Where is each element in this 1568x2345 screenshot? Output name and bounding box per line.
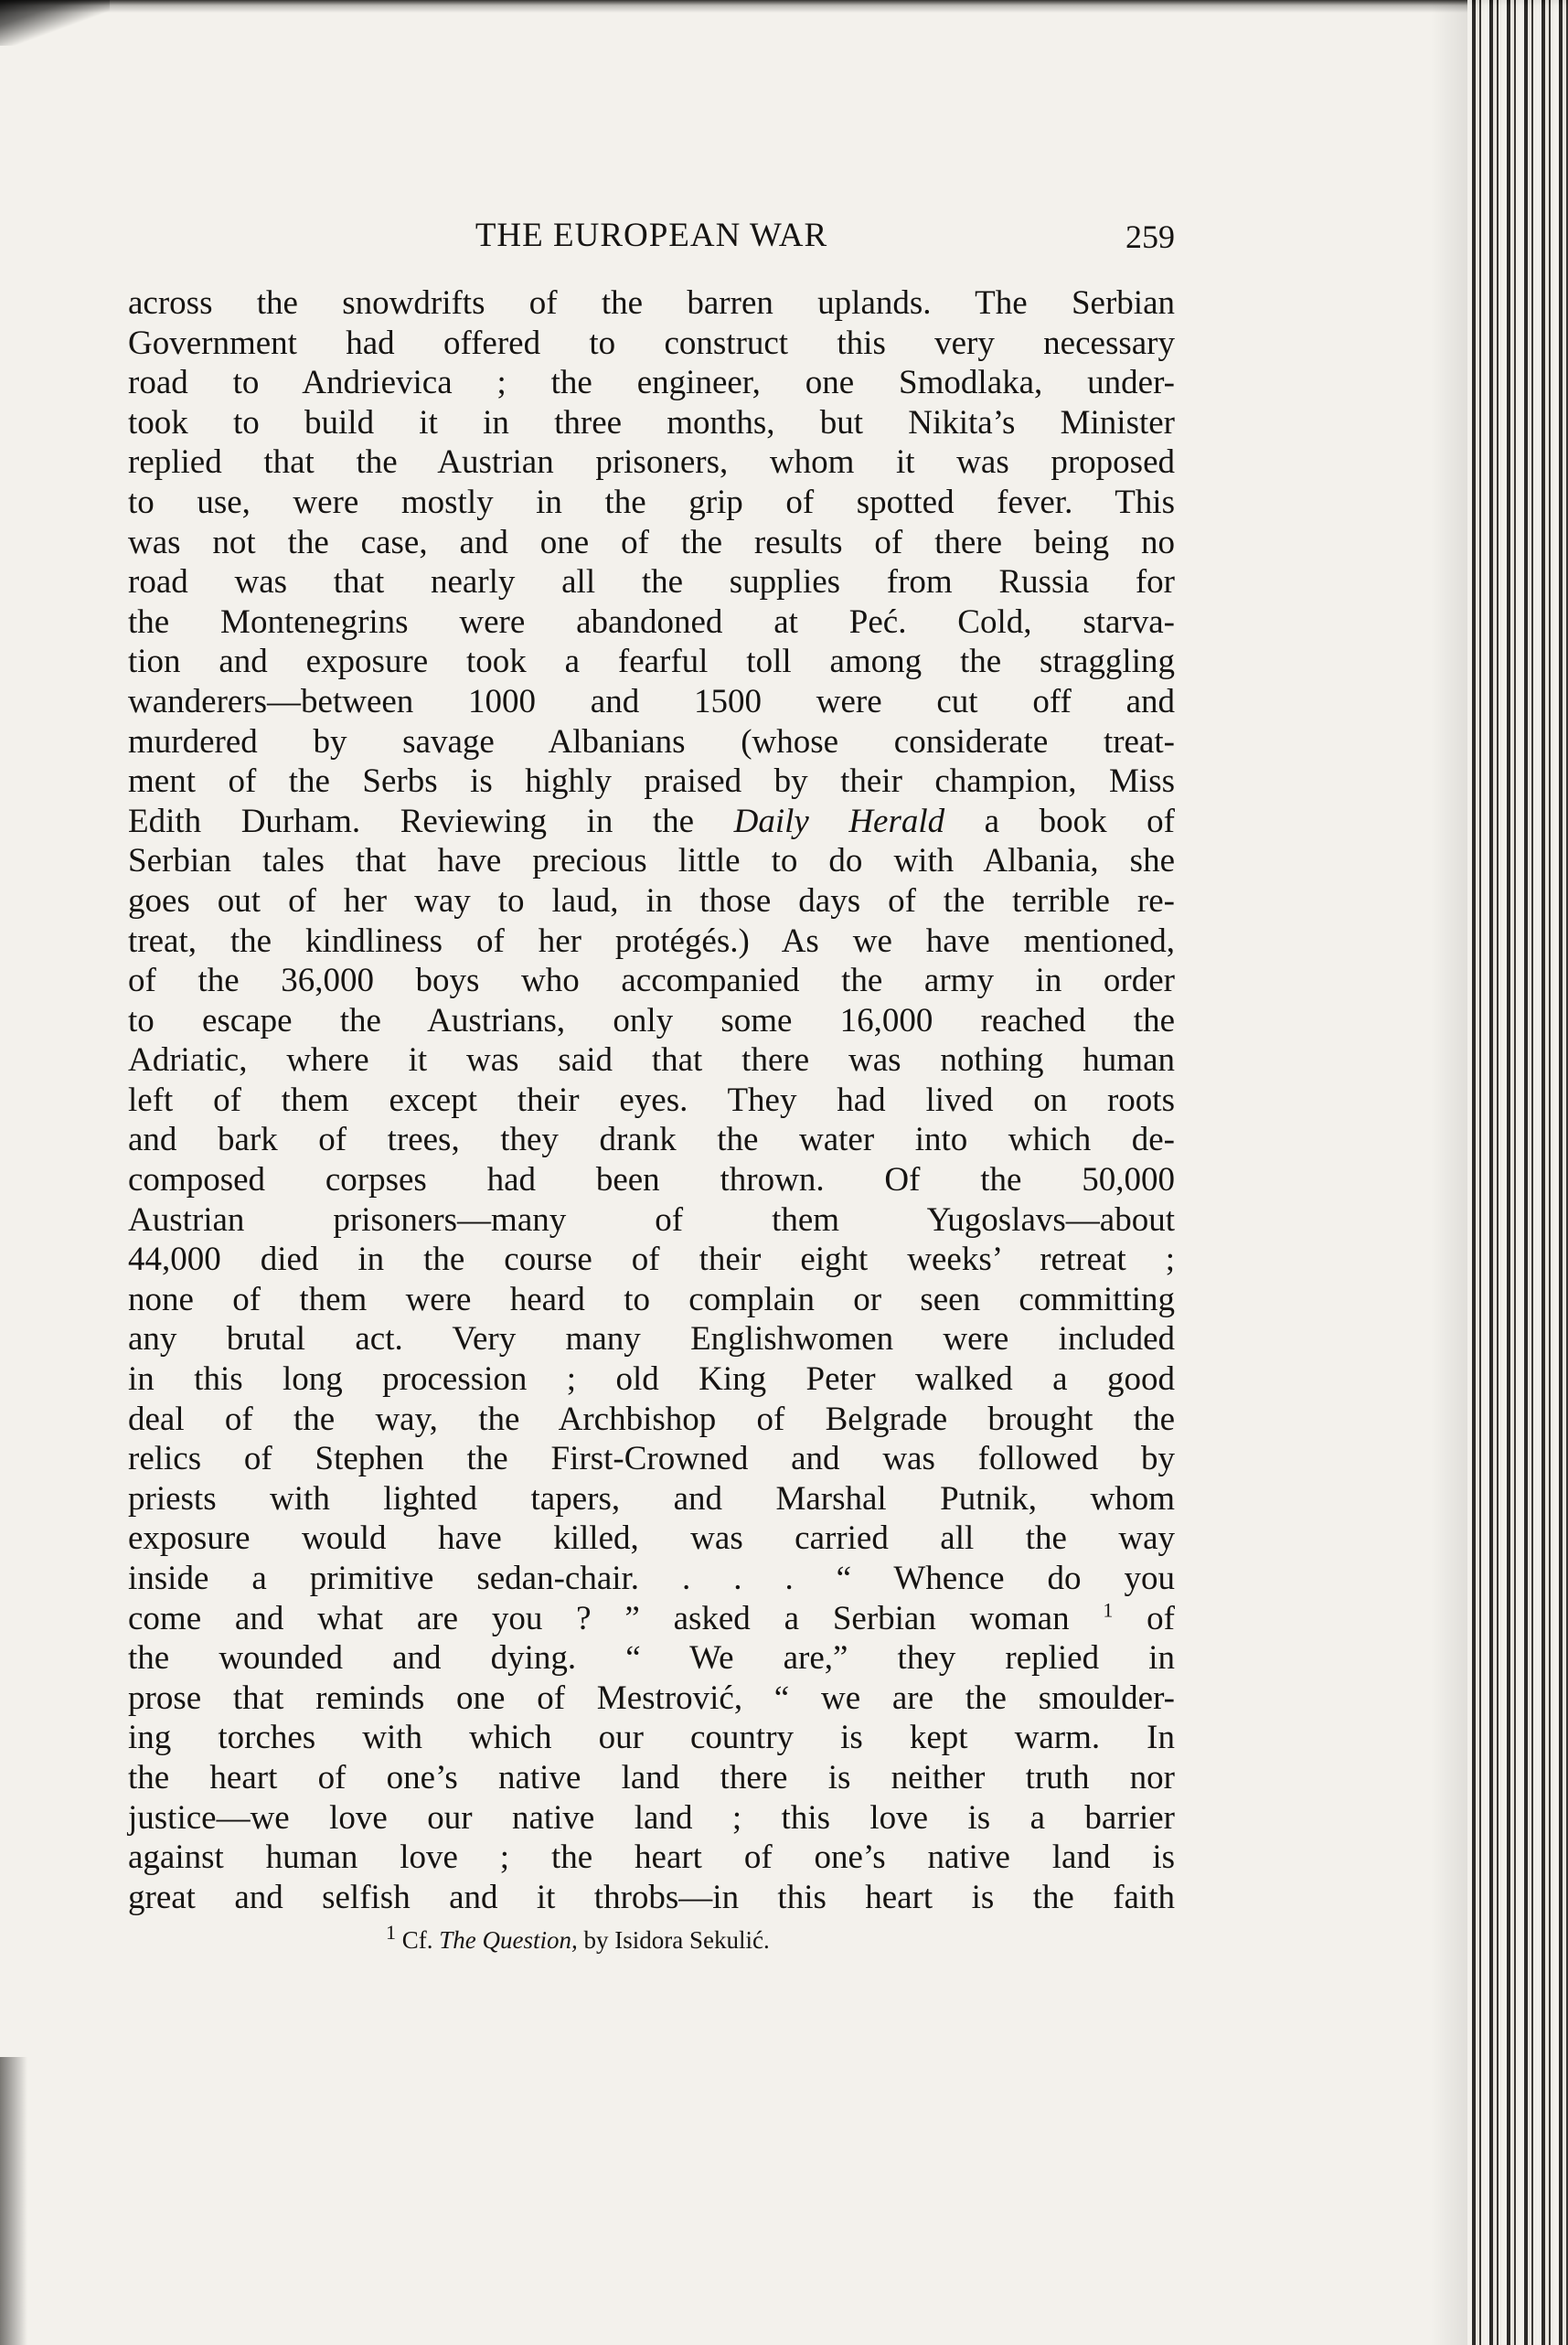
text-line: road to Andrievica ; the engineer, one Smodlaka, under- (128, 364, 1175, 402)
text-line: deal of the way, the Archbishop of Belgrade brought the (128, 1400, 1175, 1438)
text-line: relics of Stephen the First-Crowned and was followed by (128, 1440, 1175, 1478)
text-line: any brutal act. Very many Englishwomen were included (128, 1320, 1175, 1359)
text-line: inside a primitive sedan-chair. . . . “ Whence do you (128, 1560, 1175, 1597)
line-segment: Edith Durham. Reviewing in the (128, 802, 734, 840)
text-line: 44,000 died in the course of their eight weeks’ retreat ; (128, 1241, 1175, 1279)
footnote-reference: 1 (1103, 1598, 1114, 1622)
scan-top-shadow (0, 0, 1568, 37)
text-line: left of them except their eyes. They had lived on roots (128, 1081, 1175, 1119)
text-line: wanderers—between 1000 and 1500 were cut off and (128, 682, 1175, 720)
footnote-marker: 1 (386, 1921, 396, 1945)
line-segment: of (1113, 1599, 1175, 1637)
text-line: prose that reminds one of Mestrović, “ we are the smoulder- (128, 1679, 1175, 1717)
page-number: 259 (1125, 219, 1175, 255)
text-line: against human love ; the heart of one’s native land is (128, 1839, 1175, 1877)
text-line: Adriatic, where it was said that there was nothing human (128, 1041, 1175, 1080)
text-line: priests with lighted tapers, and Marshal Putnik, whom (128, 1479, 1175, 1518)
text-line: replied that the Austrian prisoners, whom it was proposed (128, 443, 1175, 482)
text-line: ment of the Serbs is highly praised by their champion, Miss (128, 762, 1175, 801)
text-line: Serbian tales that have precious little to do with Albania, she (128, 842, 1175, 880)
text-line: in this long procession ; old King Peter walked a good (128, 1360, 1175, 1399)
text-line: exposure would have killed, was carried all the way (128, 1519, 1175, 1558)
italic-title: Daily Herald (733, 802, 945, 840)
footnote-prefix: Cf. (396, 1926, 440, 1955)
text-line: treat, the kindliness of her protégés.) As we have mentioned, (128, 922, 1175, 960)
footnote-suffix: by Isidora Sekulić. (577, 1926, 770, 1955)
body-text (128, 283, 1175, 1917)
text-line: murdered by savage Albanians (whose considerate treat- (128, 722, 1175, 761)
line-segment: come and what are you ? ” asked a Serbian woman (128, 1599, 1104, 1637)
book-binding-edge (1467, 0, 1568, 2345)
text-line: of the 36,000 boys who accompanied the army in order (128, 962, 1175, 1000)
scan-corner-shadow (0, 0, 110, 46)
text-line: was not the case, and one of the results of there being no (128, 523, 1175, 561)
text-line: composed corpses had been thrown. Of the 50,000 (128, 1161, 1175, 1199)
text-line: none of them were heard to complain or seen committing (128, 1280, 1175, 1318)
text-line (128, 1599, 1175, 1639)
text-line: tion and exposure took a fearful toll among the straggling (128, 643, 1175, 681)
text-line: the heart of one’s native land there is neither truth nor (128, 1758, 1175, 1796)
text-line: across the snowdrifts of the barren uplands. The Serbian (128, 284, 1175, 322)
line-segment: a book of (944, 802, 1175, 840)
text-line: great and selfish and it throbs—in this heart is the faith (128, 1878, 1175, 1916)
page-title: THE EUROPEAN WAR (475, 217, 828, 254)
text-line: ing torches with which our country is kept warm. In (128, 1719, 1175, 1757)
running-head (128, 210, 1175, 265)
text-line: the Montenegrins were abandoned at Peć. Cold, starva- (128, 602, 1175, 641)
binding-shadow (1431, 0, 1467, 2345)
text-line: took to build it in three months, but Nikita’s Minister (128, 403, 1175, 442)
text-line (128, 802, 1175, 842)
text-line: the wounded and dying. “ We are,” they replied in (128, 1639, 1175, 1678)
text-line: to use, were mostly in the grip of spotted fever. This (128, 483, 1175, 521)
text-line: and bark of trees, they drank the water into which de- (128, 1121, 1175, 1159)
scan-left-smudge (0, 2057, 27, 2345)
footnote (128, 1921, 1175, 1956)
text-line: to escape the Austrians, only some 16,000 reached the (128, 1001, 1175, 1039)
text-line: Austrian prisoners—many of them Yugoslavs—about (128, 1200, 1175, 1239)
footnote-italic-title: The Question, (439, 1926, 578, 1955)
text-line: road was that nearly all the supplies from Russia for (128, 563, 1175, 602)
text-line: justice—we love our native land ; this love is a barrier (128, 1798, 1175, 1837)
text-line: Government had offered to construct this very necessary (128, 324, 1175, 362)
book-page (128, 210, 1175, 1956)
text-line: goes out of her way to laud, in those days of the terrible re- (128, 881, 1175, 920)
